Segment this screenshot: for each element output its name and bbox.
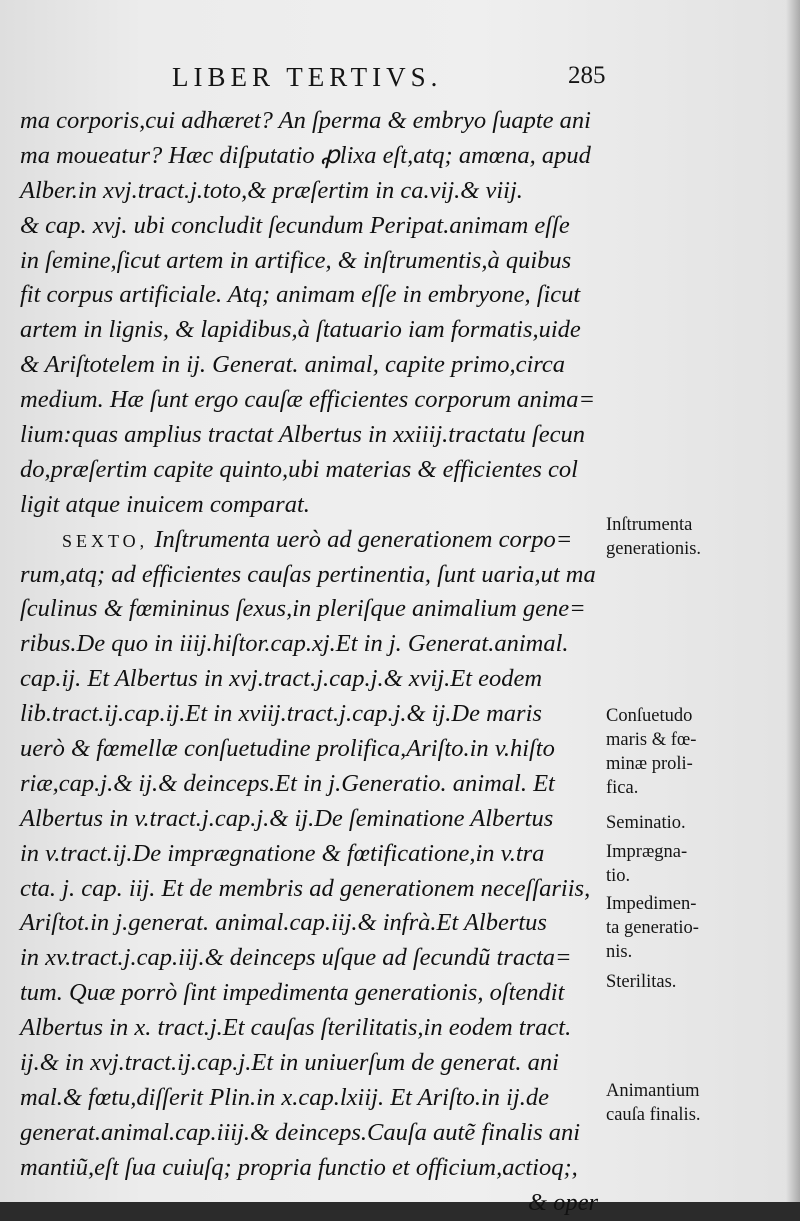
text-line: mal.& fœtu,diſſerit Plin.in x.cap.lxiij. Et Ariſto.in ij.de <box>20 1083 549 1111</box>
text-line: ſculinus & fœmininus ſexus,in pleriſque animalium gene= <box>20 595 586 623</box>
text-line: fit corpus artificiale. Atq; animam eſſe in embryone, ſicut <box>20 281 581 309</box>
text-line: ligit atque inuicem comparat. <box>20 490 310 518</box>
text-line: Alber.in xvj.tract.j.toto,& præſertim in ca.vij.& viij. <box>20 176 523 204</box>
text-line: generat.animal.cap.iiij.& deinceps.Cauſa autẽ finalis ani <box>20 1118 581 1146</box>
text-line: tum. Quæ porrò ſint impedimenta generationis, oſtendit <box>20 979 565 1007</box>
text-line: Inſtrumenta uerò ad generationem corpo= <box>154 525 573 553</box>
text-line: ma corporis,cui adhæret? An ſperma & embryo ſuapte ani <box>20 107 591 134</box>
text-line: uerò & fœmellæ conſuetudine prolifica,Ariſto.in v.hiſto <box>20 735 555 763</box>
text-line: artem in lignis, & lapidibus,à ſtatuario iam formatis,uide <box>20 316 581 344</box>
text-line: Albertus in x. tract.j.Et cauſas ſterilitatis,in eodem tract. <box>20 1014 572 1042</box>
text-line: in xv.tract.j.cap.iij.& deinceps uſque ad ſecundũ tracta= <box>20 944 572 972</box>
text-line: lib.tract.ij.cap.ij.Et in xviij.tract.j.cap.j.& ij.De maris <box>20 700 542 728</box>
main-text-block <box>20 104 604 1221</box>
margin-note-sterilitas: Sterilitas. <box>606 972 677 992</box>
text-line: ij.& in xvj.tract.ij.cap.j.Et in uniuerſum de generat. ani <box>20 1049 559 1077</box>
page-number: 285 <box>568 62 606 89</box>
margin-note-impedimenta: Impedimen- ta generatio- nis. <box>606 894 699 962</box>
running-head: LIBER TERTIVS. <box>172 62 443 92</box>
text-line: cap.ij. Et Albertus in xvj.tract.j.cap.j.& xvij.Et eodem <box>20 665 543 693</box>
text-line: Ariſtot.in j.generat. animal.cap.iij.& infrà.Et Albertus <box>20 909 547 937</box>
margin-note-instrumenta: Inſtrumenta generationis. <box>606 515 702 559</box>
text-line: riæ,cap.j.& ij.& deinceps.Et in j.Generatio. animal. Et <box>20 769 555 797</box>
margin-note-consuetudo: Conſuetudo maris & fœ- minæ proli- fica. <box>606 706 697 798</box>
paragraph-start-line <box>20 523 604 558</box>
text-line: in ſemine,ſicut artem in artifice, & inſtrumentis,à quibus <box>20 246 572 274</box>
text-line: in v.tract.ij.De imprægnatione & fœtificatione,in v.tra <box>20 839 545 867</box>
page-edge-shadow <box>786 0 800 1202</box>
text-line: mantiũ,eſt ſua cuiuſq; propria functio et officium,actioq;, <box>20 1153 578 1181</box>
catchword-line: & oper <box>527 1188 598 1216</box>
text-line: rum,atq; ad efficientes cauſas pertinentia, ſunt uaria,ut ma <box>20 560 596 588</box>
text-line: & Ariſtotelem in ij. Generat. animal, capite primo,circa <box>20 351 566 379</box>
margin-note-seminatio: Seminatio. <box>606 813 686 833</box>
text-line: ma moueatur? Hæc diſputatio ꝓlixa eſt,atq; amœna, apud <box>20 141 591 169</box>
text-line: & cap. xvj. ubi concludit ſecundum Peripat.animam eſſe <box>20 211 570 239</box>
text-line: lium:quas amplius tractat Albertus in xxiiij.tractatu ſecun <box>20 421 586 449</box>
text-line: ribus.De quo in iiij.hiſtor.cap.xj.Et in j. Generat.animal. <box>20 630 569 658</box>
margin-note-animantium: Animantium cauſa finalis. <box>606 1081 701 1125</box>
text-line: medium. Hæ ſunt ergo cauſæ efficientes corporum anima= <box>20 386 595 414</box>
text-line: Albertus in v.tract.j.cap.j.& ij.De ſeminatione Albertus <box>20 804 554 832</box>
margin-note-impraegnatio: Imprægna- tio. <box>606 842 688 886</box>
text-line: do,præſertim capite quinto,ubi materias & efficientes col <box>20 455 578 483</box>
text-line: cta. j. cap. iij. Et de membris ad generationem neceſſariis, <box>20 874 591 902</box>
section-word: SEXTO, <box>62 530 149 551</box>
